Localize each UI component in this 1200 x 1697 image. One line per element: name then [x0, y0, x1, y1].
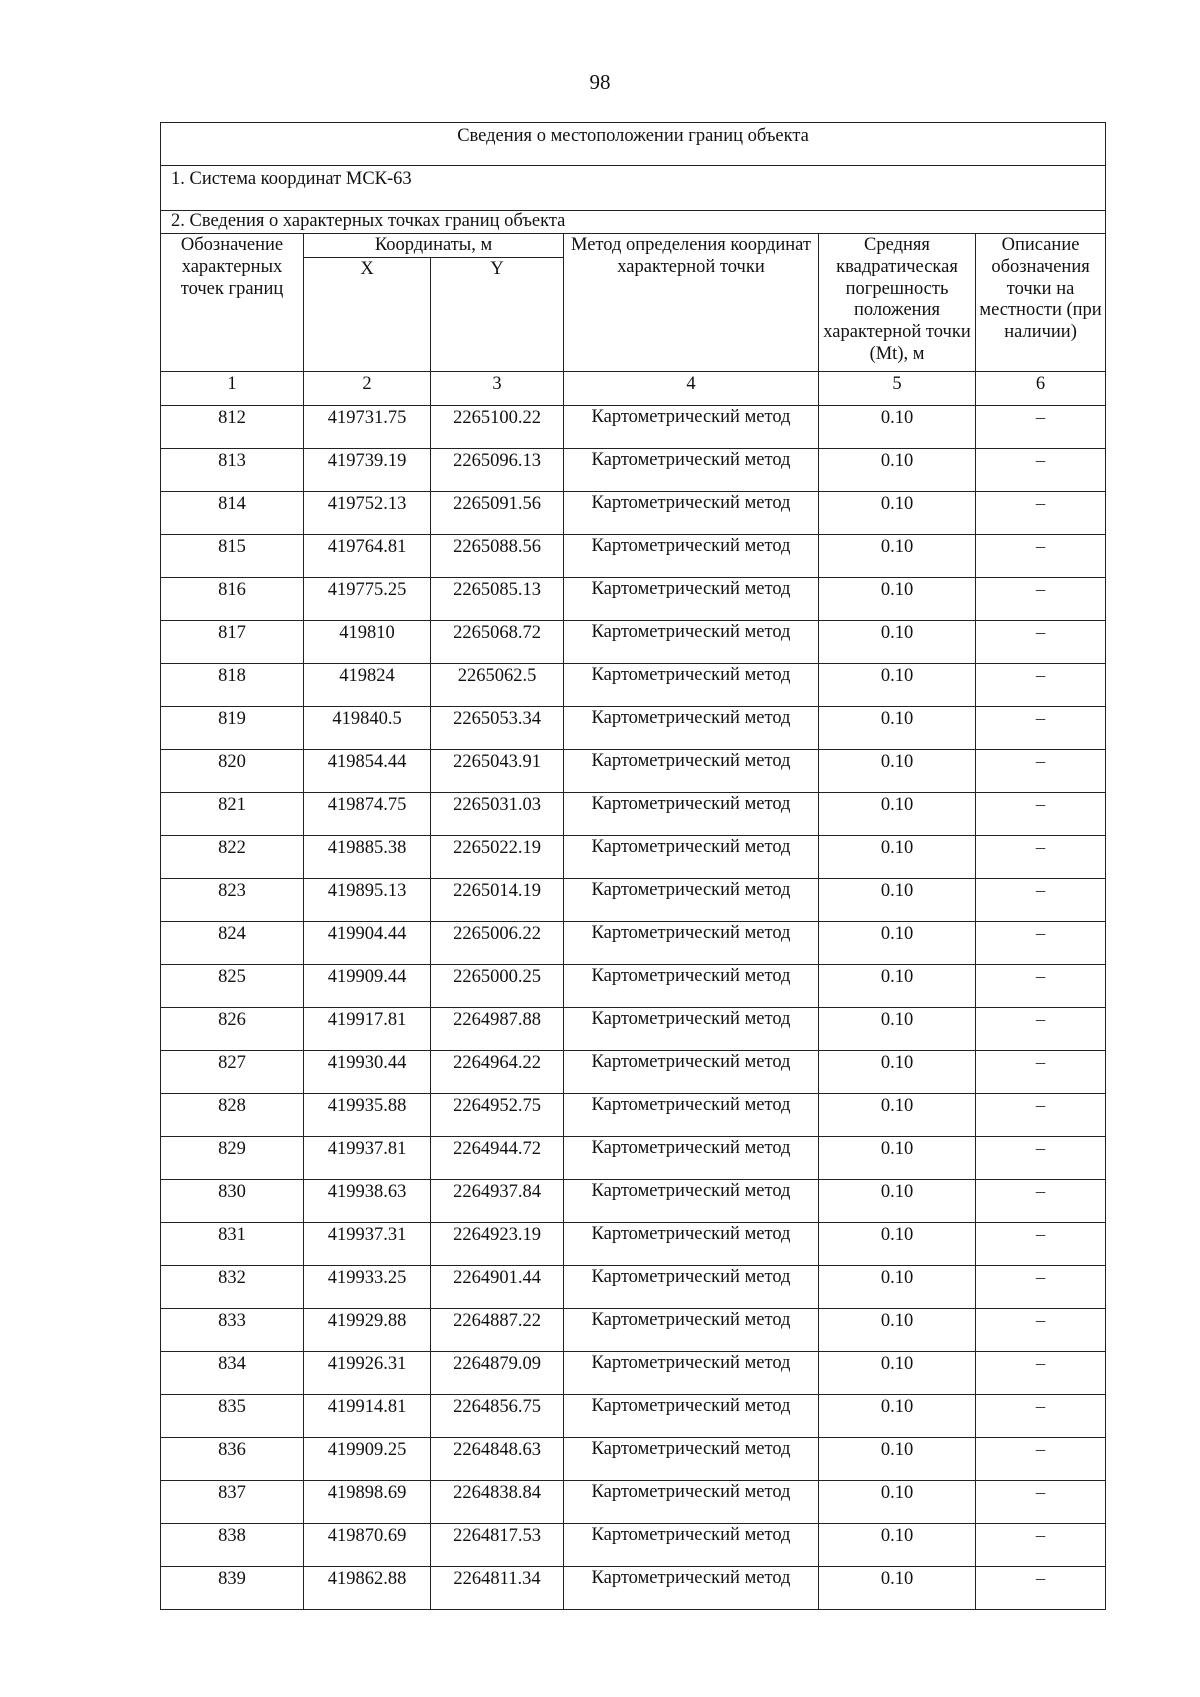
error-cell: 0.10 — [819, 1395, 976, 1438]
y-cell: 2264879.09 — [431, 1352, 564, 1395]
method-cell: Картометрический метод — [564, 879, 819, 922]
column-number: 1 — [161, 372, 304, 406]
table-row — [161, 1266, 1106, 1309]
y-cell: 2265085.13 — [431, 578, 564, 621]
y-cell: 2264887.22 — [431, 1309, 564, 1352]
point-cell: 812 — [161, 406, 304, 449]
table-row — [161, 965, 1106, 1008]
table-row — [161, 449, 1106, 492]
error-cell: 0.10 — [819, 1352, 976, 1395]
description-cell: – — [976, 578, 1106, 621]
y-cell: 2265006.22 — [431, 922, 564, 965]
method-cell: Картометрический метод — [564, 750, 819, 793]
description-cell: – — [976, 535, 1106, 578]
x-cell: 419909.44 — [304, 965, 431, 1008]
x-cell: 419810 — [304, 621, 431, 664]
header-description: Описание обозначения точки на местности (при наличии) — [976, 234, 1106, 372]
point-cell: 823 — [161, 879, 304, 922]
x-cell: 419937.31 — [304, 1223, 431, 1266]
method-cell: Картометрический метод — [564, 1180, 819, 1223]
point-cell: 836 — [161, 1438, 304, 1481]
method-cell: Картометрический метод — [564, 965, 819, 1008]
method-cell: Картометрический метод — [564, 707, 819, 750]
method-cell: Картометрический метод — [564, 492, 819, 535]
error-cell: 0.10 — [819, 1051, 976, 1094]
method-cell: Картометрический метод — [564, 1051, 819, 1094]
point-cell: 829 — [161, 1137, 304, 1180]
method-cell: Картометрический метод — [564, 1094, 819, 1137]
point-cell: 817 — [161, 621, 304, 664]
description-cell: – — [976, 664, 1106, 707]
x-cell: 419752.13 — [304, 492, 431, 535]
header-error-text: Средняя квадратическая погрешность положения характерной точки (Mt), м — [823, 235, 971, 365]
table-row — [161, 578, 1106, 621]
description-cell: – — [976, 1395, 1106, 1438]
description-cell: – — [976, 1309, 1106, 1352]
error-cell: 0.10 — [819, 1481, 976, 1524]
coordinate-system-section: 1. Система координат МСК-63 — [161, 166, 1106, 211]
error-cell: 0.10 — [819, 1524, 976, 1567]
table-row — [161, 1094, 1106, 1137]
error-cell: 0.10 — [819, 965, 976, 1008]
y-cell: 2265091.56 — [431, 492, 564, 535]
table-row — [161, 1223, 1106, 1266]
description-cell: – — [976, 406, 1106, 449]
table-row — [161, 406, 1106, 449]
point-cell: 822 — [161, 836, 304, 879]
error-cell: 0.10 — [819, 1094, 976, 1137]
method-cell: Картометрический метод — [564, 1223, 819, 1266]
table-row — [161, 1438, 1106, 1481]
header-x: X — [304, 258, 431, 372]
y-cell: 2265096.13 — [431, 449, 564, 492]
y-cell: 2264856.75 — [431, 1395, 564, 1438]
error-cell: 0.10 — [819, 535, 976, 578]
description-cell: – — [976, 750, 1106, 793]
header-error — [819, 234, 976, 372]
point-cell: 830 — [161, 1180, 304, 1223]
header-coordinates: Координаты, м — [304, 234, 564, 258]
table-row — [161, 1395, 1106, 1438]
error-cell: 0.10 — [819, 621, 976, 664]
y-cell: 2264952.75 — [431, 1094, 564, 1137]
x-cell: 419885.38 — [304, 836, 431, 879]
description-cell: – — [976, 965, 1106, 1008]
method-cell: Картометрический метод — [564, 1395, 819, 1438]
y-cell: 2265000.25 — [431, 965, 564, 1008]
description-cell: – — [976, 1180, 1106, 1223]
description-cell: – — [976, 1094, 1106, 1137]
page-number: 98 — [589, 70, 611, 94]
x-cell: 419874.75 — [304, 793, 431, 836]
x-cell: 419731.75 — [304, 406, 431, 449]
point-cell: 814 — [161, 492, 304, 535]
y-cell: 2264811.34 — [431, 1567, 564, 1610]
point-cell: 827 — [161, 1051, 304, 1094]
column-number: 6 — [976, 372, 1106, 406]
y-cell: 2264923.19 — [431, 1223, 564, 1266]
description-cell: – — [976, 707, 1106, 750]
y-cell: 2264987.88 — [431, 1008, 564, 1051]
error-cell: 0.10 — [819, 1438, 976, 1481]
y-cell: 2265068.72 — [431, 621, 564, 664]
error-cell: 0.10 — [819, 1223, 976, 1266]
method-cell: Картометрический метод — [564, 406, 819, 449]
error-cell: 0.10 — [819, 1309, 976, 1352]
method-cell: Картометрический метод — [564, 922, 819, 965]
point-cell: 826 — [161, 1008, 304, 1051]
y-cell: 2264848.63 — [431, 1438, 564, 1481]
error-cell: 0.10 — [819, 707, 976, 750]
method-cell: Картометрический метод — [564, 1567, 819, 1610]
table-row — [161, 1309, 1106, 1352]
table-row — [161, 793, 1106, 836]
description-cell: – — [976, 1524, 1106, 1567]
method-cell: Картометрический метод — [564, 1481, 819, 1524]
x-cell: 419926.31 — [304, 1352, 431, 1395]
point-cell: 831 — [161, 1223, 304, 1266]
method-cell: Картометрический метод — [564, 535, 819, 578]
x-cell: 419854.44 — [304, 750, 431, 793]
header-method: Метод определения координат характерной точки — [564, 234, 819, 372]
point-cell: 821 — [161, 793, 304, 836]
y-cell: 2265100.22 — [431, 406, 564, 449]
error-cell: 0.10 — [819, 492, 976, 535]
column-number: 5 — [819, 372, 976, 406]
x-cell: 419904.44 — [304, 922, 431, 965]
error-cell: 0.10 — [819, 879, 976, 922]
table-row — [161, 836, 1106, 879]
y-cell: 2264944.72 — [431, 1137, 564, 1180]
x-cell: 419775.25 — [304, 578, 431, 621]
error-cell: 0.10 — [819, 406, 976, 449]
x-cell: 419909.25 — [304, 1438, 431, 1481]
point-cell: 837 — [161, 1481, 304, 1524]
description-cell: – — [976, 1352, 1106, 1395]
y-cell: 2265031.03 — [431, 793, 564, 836]
method-cell: Картометрический метод — [564, 1524, 819, 1567]
description-cell: – — [976, 621, 1106, 664]
method-cell: Картометрический метод — [564, 1438, 819, 1481]
x-cell: 419895.13 — [304, 879, 431, 922]
characteristic-points-section: 2. Сведения о характерных точках границ объекта — [161, 211, 1106, 234]
method-cell: Картометрический метод — [564, 449, 819, 492]
x-cell: 419929.88 — [304, 1309, 431, 1352]
header-y: Y — [431, 258, 564, 372]
x-cell: 419870.69 — [304, 1524, 431, 1567]
point-cell: 815 — [161, 535, 304, 578]
point-cell: 825 — [161, 965, 304, 1008]
table-row — [161, 621, 1106, 664]
table-row — [161, 664, 1106, 707]
x-cell: 419862.88 — [304, 1567, 431, 1610]
error-cell: 0.10 — [819, 1008, 976, 1051]
table-row — [161, 1567, 1106, 1610]
table-row — [161, 1180, 1106, 1223]
y-cell: 2265043.91 — [431, 750, 564, 793]
error-cell: 0.10 — [819, 1180, 976, 1223]
method-cell: Картометрический метод — [564, 1137, 819, 1180]
x-cell: 419938.63 — [304, 1180, 431, 1223]
error-cell: 0.10 — [819, 449, 976, 492]
error-cell: 0.10 — [819, 1266, 976, 1309]
method-cell: Картометрический метод — [564, 1008, 819, 1051]
table-row — [161, 707, 1106, 750]
x-cell: 419840.5 — [304, 707, 431, 750]
method-cell: Картометрический метод — [564, 664, 819, 707]
error-cell: 0.10 — [819, 750, 976, 793]
method-cell: Картометрический метод — [564, 578, 819, 621]
table-row — [161, 492, 1106, 535]
table-row — [161, 1481, 1106, 1524]
y-cell: 2265014.19 — [431, 879, 564, 922]
description-cell: – — [976, 1567, 1106, 1610]
point-cell: 819 — [161, 707, 304, 750]
x-cell: 419937.81 — [304, 1137, 431, 1180]
x-cell: 419930.44 — [304, 1051, 431, 1094]
description-cell: – — [976, 492, 1106, 535]
y-cell: 2265053.34 — [431, 707, 564, 750]
error-cell: 0.10 — [819, 664, 976, 707]
x-cell: 419917.81 — [304, 1008, 431, 1051]
table-row — [161, 1352, 1106, 1395]
error-cell: 0.10 — [819, 1137, 976, 1180]
table-row — [161, 1051, 1106, 1094]
x-cell: 419935.88 — [304, 1094, 431, 1137]
description-cell: – — [976, 793, 1106, 836]
method-cell: Картометрический метод — [564, 1266, 819, 1309]
table-row — [161, 1524, 1106, 1567]
x-cell: 419739.19 — [304, 449, 431, 492]
y-cell: 2265088.56 — [431, 535, 564, 578]
point-cell: 833 — [161, 1309, 304, 1352]
point-cell: 820 — [161, 750, 304, 793]
description-cell: – — [976, 1266, 1106, 1309]
point-cell: 835 — [161, 1395, 304, 1438]
error-cell: 0.10 — [819, 836, 976, 879]
y-cell: 2264964.22 — [431, 1051, 564, 1094]
table-title: Сведения о местоположении границ объекта — [161, 123, 1106, 166]
description-cell: – — [976, 879, 1106, 922]
description-cell: – — [976, 1008, 1106, 1051]
error-cell: 0.10 — [819, 578, 976, 621]
x-cell: 419898.69 — [304, 1481, 431, 1524]
point-cell: 838 — [161, 1524, 304, 1567]
error-cell: 0.10 — [819, 793, 976, 836]
table-row — [161, 1008, 1106, 1051]
description-cell: – — [976, 1438, 1106, 1481]
method-cell: Картометрический метод — [564, 836, 819, 879]
point-cell: 832 — [161, 1266, 304, 1309]
point-cell: 839 — [161, 1567, 304, 1610]
description-cell: – — [976, 1137, 1106, 1180]
method-cell: Картометрический метод — [564, 621, 819, 664]
point-cell: 828 — [161, 1094, 304, 1137]
x-cell: 419764.81 — [304, 535, 431, 578]
table-row — [161, 879, 1106, 922]
method-cell: Картометрический метод — [564, 793, 819, 836]
y-cell: 2265022.19 — [431, 836, 564, 879]
description-cell: – — [976, 1223, 1106, 1266]
error-cell: 0.10 — [819, 1567, 976, 1610]
description-cell: – — [976, 836, 1106, 879]
point-cell: 824 — [161, 922, 304, 965]
y-cell: 2264817.53 — [431, 1524, 564, 1567]
x-cell: 419914.81 — [304, 1395, 431, 1438]
point-cell: 834 — [161, 1352, 304, 1395]
method-cell: Картометрический метод — [564, 1352, 819, 1395]
table-row — [161, 1137, 1106, 1180]
column-number: 4 — [564, 372, 819, 406]
boundary-coordinates-table — [160, 122, 1106, 1610]
column-number: 2 — [304, 372, 431, 406]
y-cell: 2265062.5 — [431, 664, 564, 707]
point-cell: 818 — [161, 664, 304, 707]
y-cell: 2264937.84 — [431, 1180, 564, 1223]
y-cell: 2264838.84 — [431, 1481, 564, 1524]
x-cell: 419933.25 — [304, 1266, 431, 1309]
column-number: 3 — [431, 372, 564, 406]
description-cell: – — [976, 922, 1106, 965]
error-cell: 0.10 — [819, 922, 976, 965]
table-row — [161, 535, 1106, 578]
header-designation: Обозначение характерных точек границ — [161, 234, 304, 372]
table-row — [161, 750, 1106, 793]
method-cell: Картометрический метод — [564, 1309, 819, 1352]
x-cell: 419824 — [304, 664, 431, 707]
description-cell: – — [976, 1051, 1106, 1094]
point-cell: 816 — [161, 578, 304, 621]
description-cell: – — [976, 449, 1106, 492]
table-row — [161, 922, 1106, 965]
point-cell: 813 — [161, 449, 304, 492]
description-cell: – — [976, 1481, 1106, 1524]
y-cell: 2264901.44 — [431, 1266, 564, 1309]
